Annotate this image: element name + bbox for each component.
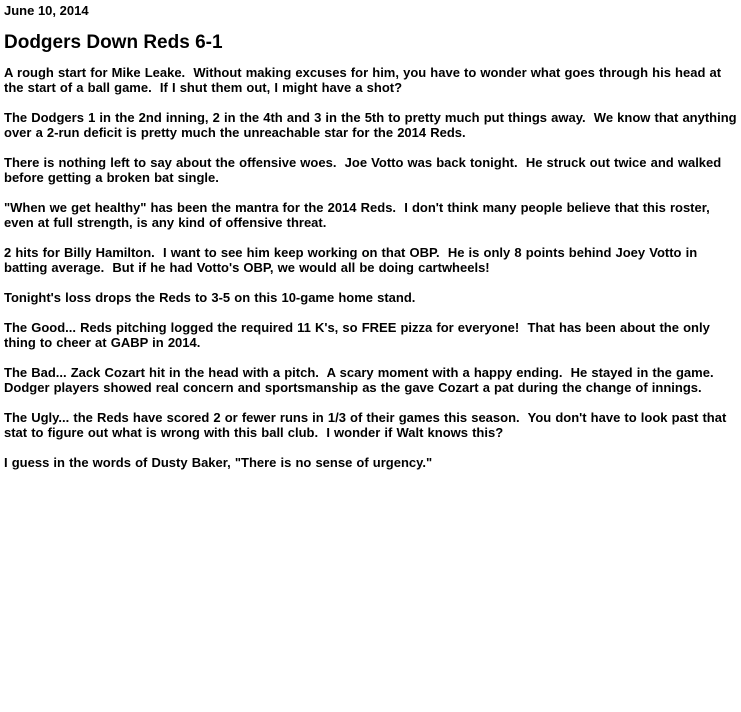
paragraph: I guess in the words of Dusty Baker, "There is no sense of urgency." [4, 455, 433, 470]
paragraph: A rough start for Mike Leake. Without making excuses for him, you have to wonder what goes through his head at the start of a ball game. If I shut them out, I might have a shot? [4, 65, 726, 95]
paragraph: Tonight's loss drops the Reds to 3-5 on this 10-game home stand. [4, 290, 416, 305]
paragraph: The Dodgers 1 in the 2nd inning, 2 in the 4th and 3 in the 5th to pretty much put things away. We know that anything over a 2-run deficit is pretty much the unreachable star for the 2014 Reds. [4, 110, 741, 140]
paragraph: The Bad... Zack Cozart hit in the head with a pitch. A scary moment with a happy ending. He stayed in the game. Dodger players showed real concern and sportsmanship as the gave Cozart a pat during the change of innings. [4, 365, 722, 395]
paragraph: The Ugly... the Reds have scored 2 or fewer runs in 1/3 of their games this season. You don't have to look past that stat to figure out what is wrong with this ball club. I wonder if Walt knows this? [4, 410, 731, 440]
paragraph: There is nothing left to say about the offensive woes. Joe Votto was back tonight. He struck out twice and walked before getting a broken bat single. [4, 155, 726, 185]
post-date: June 10, 2014 [4, 3, 89, 18]
paragraph: 2 hits for Billy Hamilton. I want to see him keep working on that OBP. He is only 8 points behind Joey Votto in batting average. But if he had Votto's OBP, we would all be doing cartwheels! [4, 245, 702, 275]
post-title: Dodgers Down Reds 6-1 [4, 32, 223, 53]
paragraph: The Good... Reds pitching logged the required 11 K's, so FREE pizza for everyone! That has been about the only thing to cheer at GABP in 2014. [4, 320, 714, 350]
post-body [4, 65, 741, 470]
paragraph: "When we get healthy" has been the mantra for the 2014 Reds. I don't think many people believe that this roster, even at full strength, is any kind of offensive threat. [4, 200, 714, 230]
